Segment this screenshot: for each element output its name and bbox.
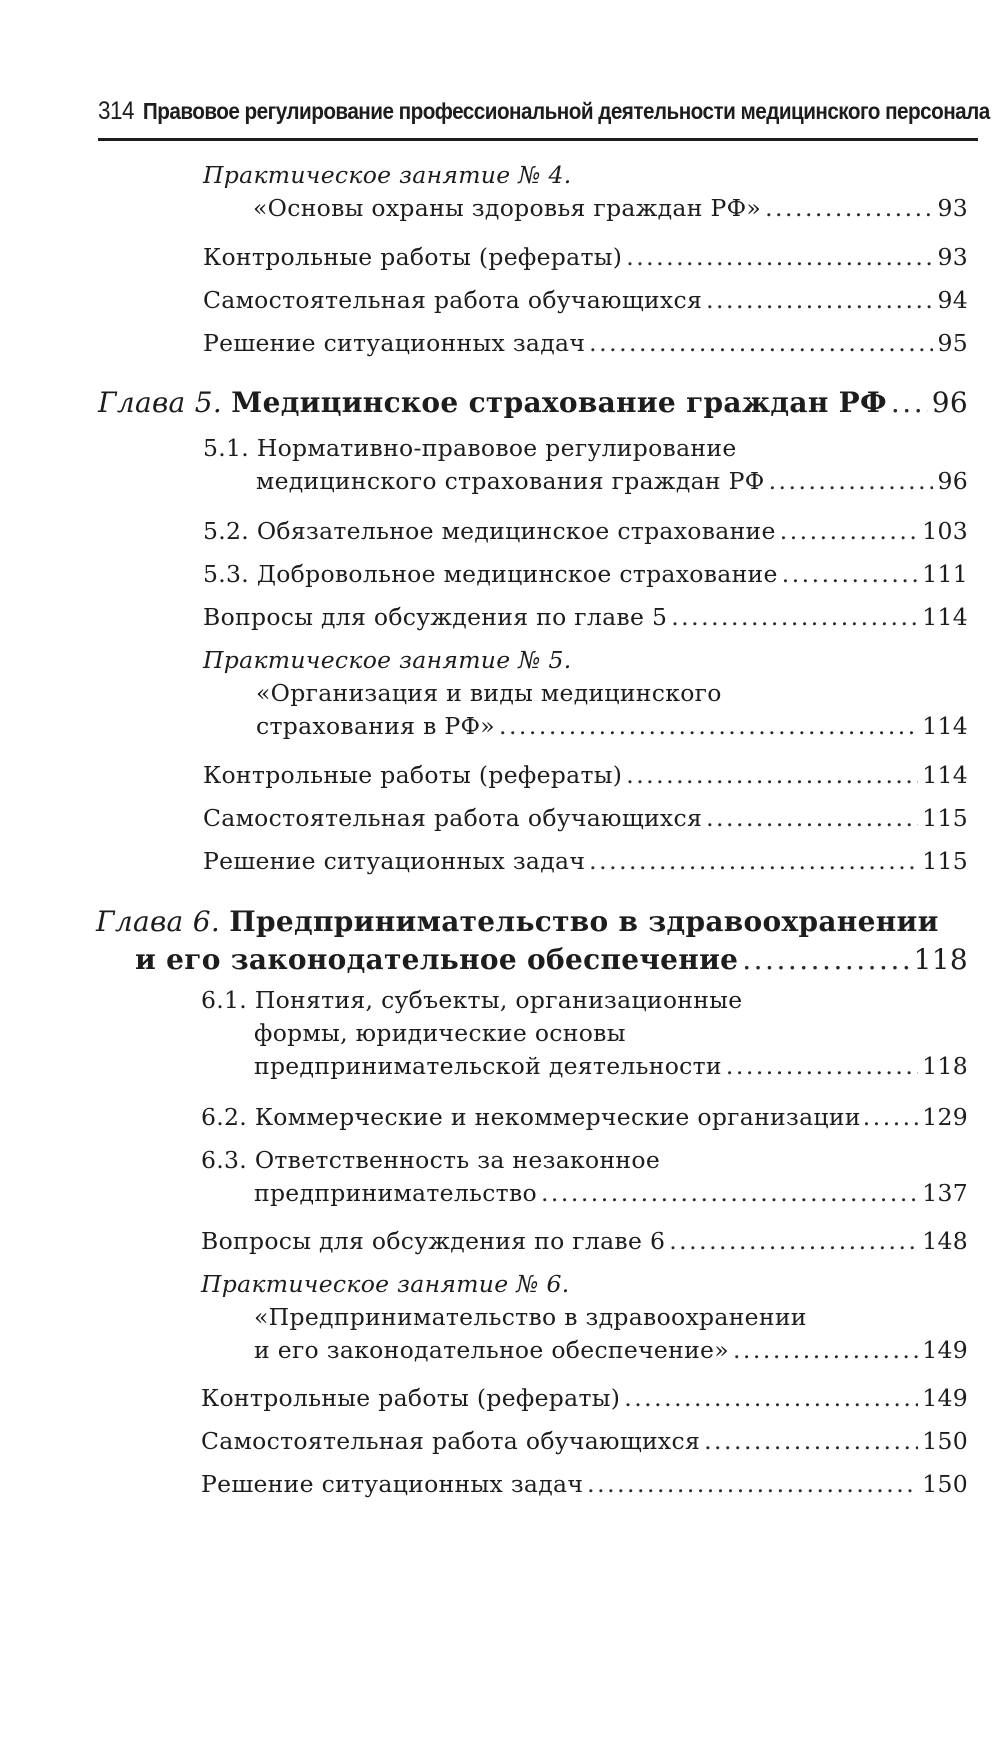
toc-entry-5-3[interactable] bbox=[203, 558, 968, 591]
toc-page-number: 95 bbox=[937, 329, 968, 357]
toc-page-number: 148 bbox=[922, 1227, 968, 1255]
toc-entry-title: страхования в РФ» bbox=[256, 712, 495, 740]
toc-entry-title-line: формы, юридические основы bbox=[254, 1019, 626, 1047]
toc-page-number: 114 bbox=[922, 761, 968, 789]
toc-chapter-6[interactable] bbox=[96, 903, 968, 979]
dot-leader bbox=[765, 192, 933, 225]
dot-leader bbox=[782, 558, 919, 591]
dot-leader bbox=[589, 327, 933, 360]
toc-entry-title: Контрольные работы (рефераты) bbox=[201, 1384, 621, 1412]
toc-entry-line bbox=[203, 241, 968, 274]
chapter-title: Предпринимательство в здравоохранении bbox=[229, 905, 939, 938]
toc-page-number: 115 bbox=[922, 804, 968, 832]
dot-leader bbox=[589, 845, 918, 878]
toc-entry-title-line: «Предпринимательство в здравоохранении bbox=[254, 1303, 807, 1331]
toc-entry-6-3[interactable] bbox=[201, 1144, 968, 1210]
toc-entry-line bbox=[96, 941, 968, 979]
toc-page-number: 150 bbox=[922, 1470, 968, 1498]
toc-page-number: 149 bbox=[922, 1384, 968, 1412]
toc-entry-line bbox=[201, 1177, 968, 1210]
toc-page-number: 93 bbox=[937, 243, 968, 271]
toc-entry-title: Самостоятельная работа обучающихся bbox=[203, 286, 703, 314]
toc-entry-6-1[interactable] bbox=[201, 984, 968, 1083]
toc-entry-practical-5[interactable] bbox=[203, 644, 968, 743]
toc-page-number: 96 bbox=[931, 386, 968, 419]
toc-entry-title-line: 6.3. Ответственность за незаконное bbox=[201, 1146, 661, 1174]
page-number: 314 bbox=[98, 97, 134, 125]
toc-entry-title-line: «Организация и виды медицинского bbox=[256, 679, 722, 707]
toc-entry-title: Решение ситуационных задач bbox=[203, 847, 586, 875]
toc-page-number: 149 bbox=[922, 1336, 968, 1364]
toc-entry-practical-6[interactable] bbox=[201, 1268, 968, 1367]
chapter-heading bbox=[98, 384, 887, 422]
toc-entry-6-2[interactable] bbox=[201, 1101, 968, 1134]
toc-entry-line bbox=[201, 1468, 968, 1501]
dot-leader bbox=[541, 1177, 918, 1210]
toc-entry-title: Вопросы для обсуждения по главе 5 bbox=[203, 603, 668, 631]
dot-leader bbox=[780, 515, 919, 548]
toc-entry-self-study-4[interactable] bbox=[203, 284, 968, 317]
toc-entry-title: Решение ситуационных задач bbox=[201, 1470, 584, 1498]
toc-entry-line bbox=[203, 327, 968, 360]
toc-entry-line bbox=[203, 710, 968, 743]
toc-page-number: 111 bbox=[922, 560, 968, 588]
toc-page-number: 150 bbox=[922, 1427, 968, 1455]
toc-entry-line bbox=[201, 1225, 968, 1258]
toc-entry-line bbox=[203, 465, 968, 498]
toc-entry-title-line: 6.1. Понятия, субъекты, организационные bbox=[201, 986, 743, 1014]
toc-entry-control-works-6[interactable] bbox=[201, 1382, 968, 1415]
toc-entry-line bbox=[203, 515, 968, 548]
toc-entry-line bbox=[201, 1101, 968, 1134]
toc-entry-line bbox=[201, 1050, 968, 1083]
toc-entry-line bbox=[201, 1425, 968, 1458]
dot-leader bbox=[706, 284, 933, 317]
toc-page-number: 137 bbox=[922, 1179, 968, 1207]
toc-entry-line bbox=[203, 802, 968, 835]
dot-leader bbox=[669, 1225, 918, 1258]
toc-entry-5-1[interactable] bbox=[203, 432, 968, 498]
dot-leader bbox=[704, 1425, 918, 1458]
toc-entry-line bbox=[203, 759, 968, 792]
dot-leader bbox=[742, 941, 909, 979]
toc-entry-line bbox=[201, 1334, 968, 1367]
toc-entry-situational-tasks-4[interactable] bbox=[203, 327, 968, 360]
toc-entry-title: 5.3. Добровольное медицинское страхование bbox=[203, 560, 778, 588]
toc-entry-questions-5[interactable] bbox=[203, 601, 968, 634]
dot-leader bbox=[587, 1468, 918, 1501]
toc-entry-line bbox=[203, 192, 968, 225]
toc-entry-control-works-5[interactable] bbox=[203, 759, 968, 792]
toc-page-number: 114 bbox=[922, 712, 968, 740]
toc-entry-self-study-6[interactable] bbox=[201, 1425, 968, 1458]
toc-entry-title: предпринимательство bbox=[254, 1179, 537, 1207]
toc-entry-line bbox=[203, 845, 968, 878]
toc-entry-line bbox=[203, 284, 968, 317]
toc-page-number: 129 bbox=[922, 1103, 968, 1131]
toc-entry-line bbox=[203, 558, 968, 591]
toc-entry-title: Самостоятельная работа обучающихся bbox=[203, 804, 703, 832]
toc-entry-title: Контрольные работы (рефераты) bbox=[203, 243, 623, 271]
chapter-heading bbox=[96, 903, 968, 941]
toc-page-number: 103 bbox=[922, 517, 968, 545]
toc-entry-line bbox=[201, 1382, 968, 1415]
dot-leader bbox=[624, 1382, 918, 1415]
practical-label: Практическое занятие № 4. bbox=[203, 161, 572, 189]
toc-page-number: 93 bbox=[937, 194, 968, 222]
toc-entry-self-study-5[interactable] bbox=[203, 802, 968, 835]
running-head bbox=[98, 97, 990, 137]
toc-entry-title: Решение ситуационных задач bbox=[203, 329, 586, 357]
toc-entry-situational-tasks-6[interactable] bbox=[201, 1468, 968, 1501]
dot-leader bbox=[626, 241, 933, 274]
toc-page-number: 115 bbox=[922, 847, 968, 875]
dot-leader bbox=[626, 759, 918, 792]
dot-leader bbox=[671, 601, 918, 634]
toc-page-number: 118 bbox=[922, 1052, 968, 1080]
toc-entry-title: предпринимательской деятельности bbox=[254, 1052, 722, 1080]
toc-entry-title: и его законодательное обеспечение» bbox=[254, 1336, 729, 1364]
dot-leader bbox=[499, 710, 918, 743]
toc-entry-situational-tasks-5[interactable] bbox=[203, 845, 968, 878]
toc-entry-5-2[interactable] bbox=[203, 515, 968, 548]
toc-chapter-5[interactable] bbox=[98, 384, 968, 422]
toc-entry-questions-6[interactable] bbox=[201, 1225, 968, 1258]
toc-page-number: 118 bbox=[913, 943, 968, 976]
toc-entry-title: медицинского страхования граждан РФ bbox=[256, 467, 765, 495]
practical-label: Практическое занятие № 5. bbox=[203, 646, 572, 674]
toc-entry-practical-4[interactable] bbox=[203, 159, 968, 225]
running-head-title: Правовое регулирование профессиональной деятельности медицинского персонала bbox=[142, 98, 990, 124]
header-rule bbox=[98, 138, 978, 141]
chapter-prefix: Глава 6. bbox=[96, 905, 221, 938]
toc-entry-title-line: 5.1. Нормативно-правовое регулирование bbox=[203, 434, 737, 462]
dot-leader bbox=[863, 1101, 920, 1134]
toc-entry-title: 6.2. Коммерческие и некоммерческие организации bbox=[201, 1103, 861, 1131]
dot-leader bbox=[733, 1334, 918, 1367]
dot-leader bbox=[726, 1050, 918, 1083]
toc-entry-line bbox=[203, 601, 968, 634]
practical-label: Практическое занятие № 6. bbox=[201, 1270, 570, 1298]
toc-entry-title: Вопросы для обсуждения по главе 6 bbox=[201, 1227, 666, 1255]
toc-page-number: 114 bbox=[922, 603, 968, 631]
toc-entry-title: 5.2. Обязательное медицинское страхование bbox=[203, 517, 776, 545]
chapter-title-continued: и его законодательное обеспечение bbox=[135, 943, 739, 976]
toc-page-number: 94 bbox=[937, 286, 968, 314]
toc-entry-title: Самостоятельная работа обучающихся bbox=[201, 1427, 701, 1455]
toc-page-number: 96 bbox=[937, 467, 968, 495]
toc-entry-line bbox=[98, 384, 968, 422]
toc-entry-title: Контрольные работы (рефераты) bbox=[203, 761, 623, 789]
chapter-prefix: Глава 5. bbox=[98, 386, 223, 419]
toc-entry-title: «Основы охраны здоровья граждан РФ» bbox=[253, 194, 762, 222]
chapter-title: Медицинское страхование граждан РФ bbox=[231, 386, 887, 419]
toc-entry-control-works-4[interactable] bbox=[203, 241, 968, 274]
dot-leader bbox=[769, 465, 934, 498]
dot-leader bbox=[891, 384, 928, 422]
dot-leader bbox=[706, 802, 918, 835]
